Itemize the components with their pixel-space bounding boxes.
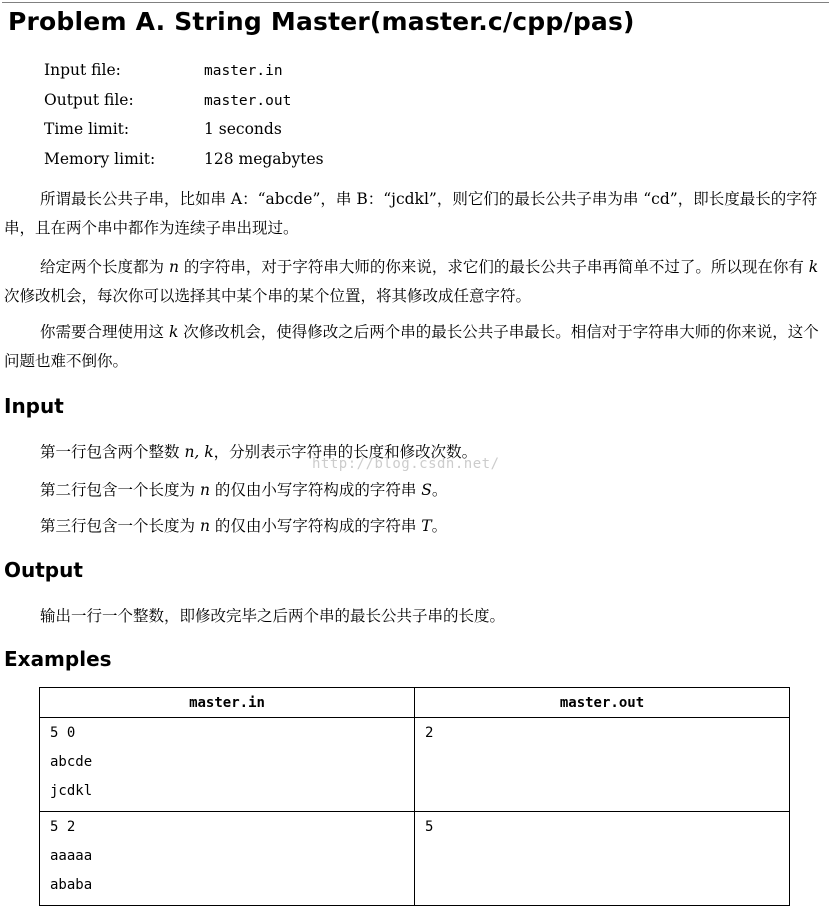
text: 第二行包含一个长度为 <box>40 481 200 499</box>
text: 次修改机会，使得修改之后两个串的最长公共子串最长。相信对于字符串大师的你来说，这个问题也难不倒你。 <box>4 323 819 370</box>
problem-meta <box>44 57 324 175</box>
example-row <box>40 718 790 812</box>
math-var: S <box>421 481 432 499</box>
statement-paragraph-3 <box>4 318 827 376</box>
text: 第一行包含两个整数 <box>40 443 185 461</box>
example-input-cell <box>40 812 415 906</box>
meta-time-limit <box>44 116 324 146</box>
text: 次修改机会，每次你可以选择其中某个串的某个位置，将其修改成任意字符。 <box>4 287 532 305</box>
problem-title: Problem A. String Master(master.c/cpp/pas) <box>8 7 635 36</box>
example-output-cell <box>415 718 790 812</box>
watermark: http://blog.csdn.net/ <box>312 456 500 472</box>
example-line: jcdkl <box>50 783 93 799</box>
meta-value: 128 megabytes <box>204 149 324 168</box>
text: 。 <box>431 481 448 499</box>
statement-paragraph-2 <box>4 253 827 311</box>
text: 第三行包含一个长度为 <box>40 517 200 535</box>
meta-label: Input file: <box>44 61 121 79</box>
output-heading: Output <box>4 558 83 582</box>
meta-label: Time limit: <box>44 120 130 138</box>
example-row <box>40 812 790 906</box>
text: ，分别表示字符串的长度和修改次数。 <box>213 443 478 461</box>
math-var: k <box>808 258 819 276</box>
example-line: abcde <box>50 754 93 770</box>
example-line: 5 <box>425 819 434 835</box>
example-line: aaaaa <box>50 848 93 864</box>
top-rule <box>2 2 829 3</box>
math-var: n <box>199 517 210 535</box>
meta-memory-limit <box>44 146 324 176</box>
text: 你需要合理使用这 <box>40 323 169 341</box>
input-line-2 <box>40 478 447 500</box>
math-var: n <box>199 481 210 499</box>
statement-paragraph-1: 所谓最长公共子串，比如串 A：“abcde”，串 B：“jcdkl”，则它们的最长公共子串为串 “cd”，即长度最长的字符串，且在两个串中都作为连续子串出现过。 <box>4 190 818 237</box>
meta-input-file <box>44 57 324 87</box>
example-output-cell <box>415 812 790 906</box>
math-var: n <box>168 258 179 276</box>
column-header-output: master.out <box>415 688 790 718</box>
meta-output-file <box>44 87 324 117</box>
meta-value: master.out <box>204 92 292 109</box>
meta-value: master.in <box>204 63 283 79</box>
text: 的仅由小写字符构成的字符串 <box>209 481 422 499</box>
text: 给定两个长度都为 <box>40 258 169 276</box>
math-var: n, k <box>184 443 214 461</box>
input-heading: Input <box>4 394 64 418</box>
text: 的字符串，对于字符串大师的你来说，求它们的最长公共子串再简单不过了。所以现在你有 <box>178 258 809 276</box>
example-line: 5 2 <box>50 819 76 835</box>
meta-label: Memory limit: <box>44 149 156 168</box>
examples-header-row <box>40 688 790 718</box>
examples-table <box>39 687 790 906</box>
text: 。 <box>431 517 448 535</box>
math-var: T <box>421 517 432 535</box>
examples-heading: Examples <box>4 647 112 671</box>
example-line: ababa <box>50 877 93 893</box>
input-line-3 <box>40 514 447 536</box>
output-line-1: 输出一行一个整数，即修改完毕之后两个串的最长公共子串的长度。 <box>40 607 506 625</box>
example-line: 2 <box>425 725 434 741</box>
meta-value: 1 seconds <box>204 120 282 138</box>
column-header-input: master.in <box>40 688 415 718</box>
example-line: 5 0 <box>50 725 76 741</box>
text: 的仅由小写字符构成的字符串 <box>209 517 422 535</box>
math-var: k <box>168 323 179 341</box>
meta-label: Output file: <box>44 90 134 109</box>
example-input-cell <box>40 718 415 812</box>
